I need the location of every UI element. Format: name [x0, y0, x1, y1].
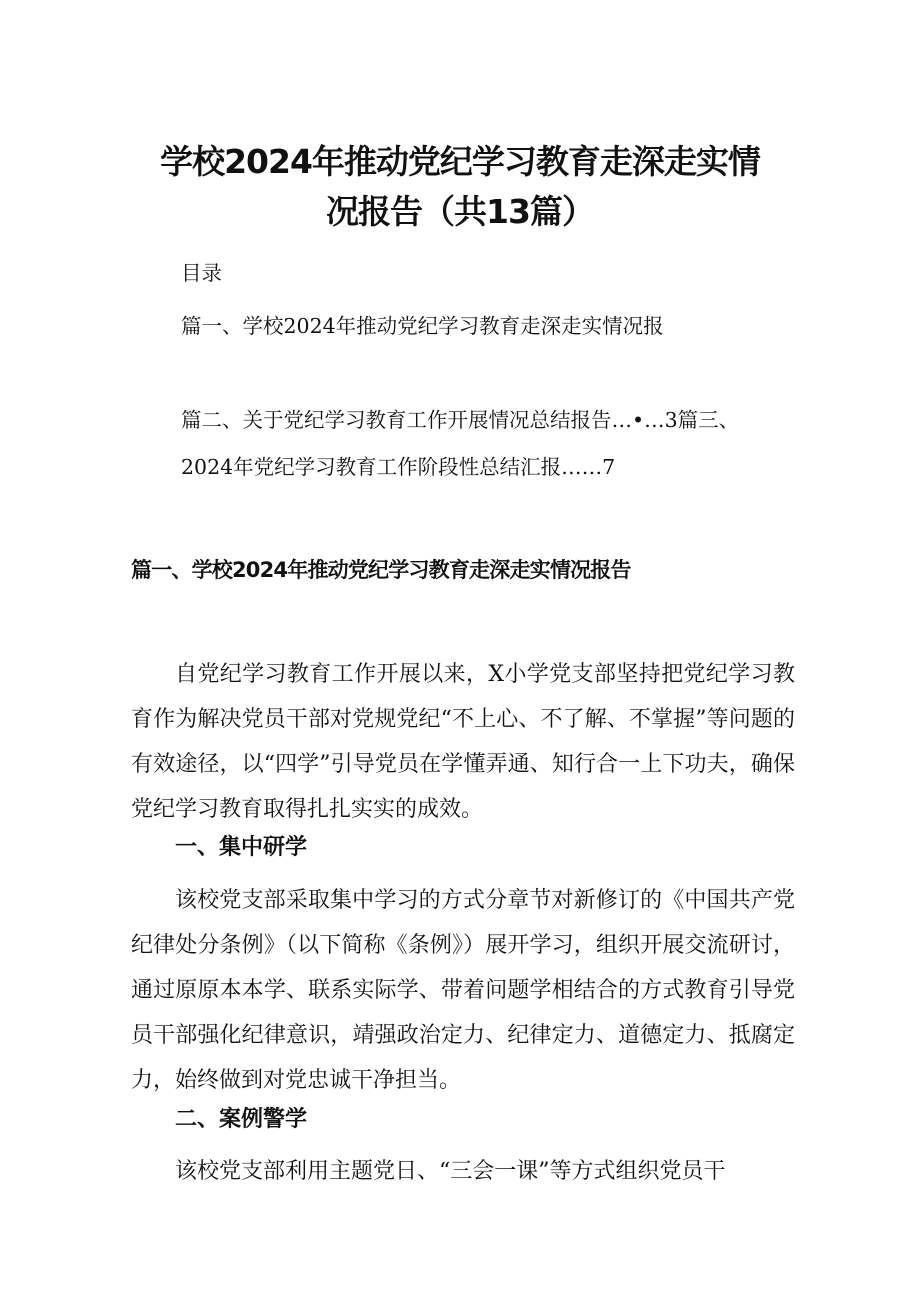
body-paragraph-2: 该校党支部利用主题党日、“三会一课”等方式组织党员干: [175, 1159, 726, 1184]
toc-entry-2: 篇二、关于党纪学习教育工作开展情况总结报告…•…3篇三、: [181, 408, 740, 432]
toc-entry-1: 篇一、学校2024年推动党纪学习教育走深走实情况报: [181, 314, 664, 338]
document-title-line-1: 学校2024年推动党纪学习教育走深走实情: [160, 142, 760, 181]
toc-entry-3: 2024年党纪学习教育工作阶段性总结汇报……7: [181, 455, 616, 479]
document-title-line-2: 况报告（共13篇）: [326, 192, 594, 231]
section-title: 篇一、学校2024年推动党纪学习教育走深走实情况报告: [131, 558, 631, 582]
subheading-case-warning-study: 二、案例警学: [175, 1107, 308, 1132]
intro-paragraph: 自党纪学习教育工作开展以来，X小学党支部坚持把党纪学习教育作为解决党员干部对党规党纪“不上心、不了解、不掌握”等问题的有效途径，以“四学”引导党员在学懂弄通、知行合一上下功夫，确保党纪学习教育取得扎扎实实的成效。: [131, 662, 795, 822]
body-paragraph-1: 该校党支部采取集中学习的方式分章节对新修订的《中国共产党纪律处分条例》（以下简称《条例》）展开学习，组织开展交流研讨，通过原原本本学、联系实际学、带着问题学相结合的方式教育引导党员干部强化纪律意识，靖强政治定力、纪律定力、道德定力、抵腐定力，始终做到对党忠诚干净担当。: [131, 888, 795, 1093]
subheading-centralized-study: 一、集中研学: [175, 835, 308, 860]
toc-heading: 目录: [181, 261, 222, 285]
